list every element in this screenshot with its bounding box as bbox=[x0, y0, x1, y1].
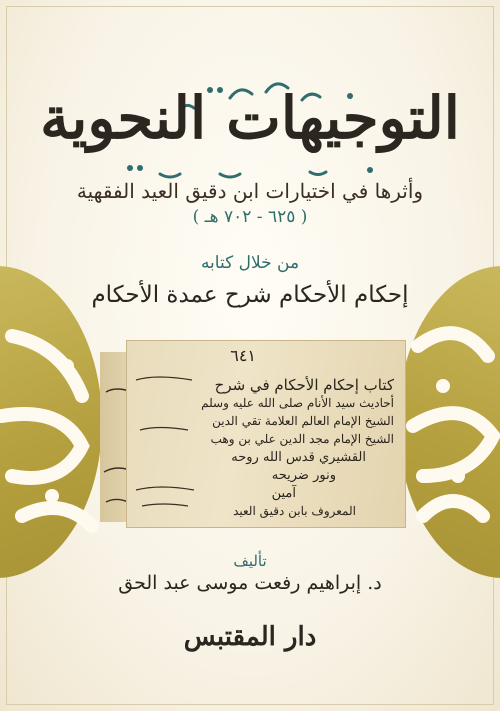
marginal-notes-icon bbox=[132, 370, 202, 520]
manuscript-image bbox=[126, 340, 406, 528]
left-calligraphy-circle bbox=[0, 266, 102, 578]
publisher-name: دار المقتبس bbox=[183, 622, 317, 652]
manuscript-line: ونور ضريحه bbox=[271, 468, 336, 483]
author-label: تأليف bbox=[233, 552, 267, 570]
manuscript-line: القشيري قدس الله روحه bbox=[231, 450, 366, 465]
book-dates: ( ٦٢٥ - ٧٠٢ هـ ) bbox=[192, 207, 308, 227]
manuscript-line: الشيخ الإمام مجد الدين علي بن وهب bbox=[210, 432, 394, 446]
author-name: د. إبراهيم رفعت موسى عبد الحق bbox=[118, 572, 382, 594]
calligraphy-icon bbox=[398, 266, 500, 578]
right-calligraphy-circle bbox=[398, 266, 500, 578]
via-label: من خلال كتابه bbox=[200, 253, 300, 273]
manuscript-line: المعروف بابن دقيق العيد bbox=[233, 504, 356, 518]
manuscript-number: ٦٤١ bbox=[230, 346, 256, 365]
book-main-title: التوجيهات النحوية bbox=[40, 84, 460, 152]
book-subtitle: وأثرها في اختيارات ابن دقيق العيد الفقهية bbox=[76, 179, 424, 203]
manuscript-line: آمين bbox=[271, 486, 296, 501]
manuscript-line: كتاب إحكام الأحكام في شرح bbox=[214, 376, 394, 394]
calligraphy-icon bbox=[0, 266, 102, 578]
manuscript-line: أحاديث سيد الأنام صلى الله عليه وسلم bbox=[201, 396, 394, 410]
source-book-title: إحكام الأحكام شرح عمدة الأحكام bbox=[91, 282, 409, 308]
manuscript-line: الشيخ الإمام العالم العلامة تقي الدين bbox=[212, 414, 394, 428]
